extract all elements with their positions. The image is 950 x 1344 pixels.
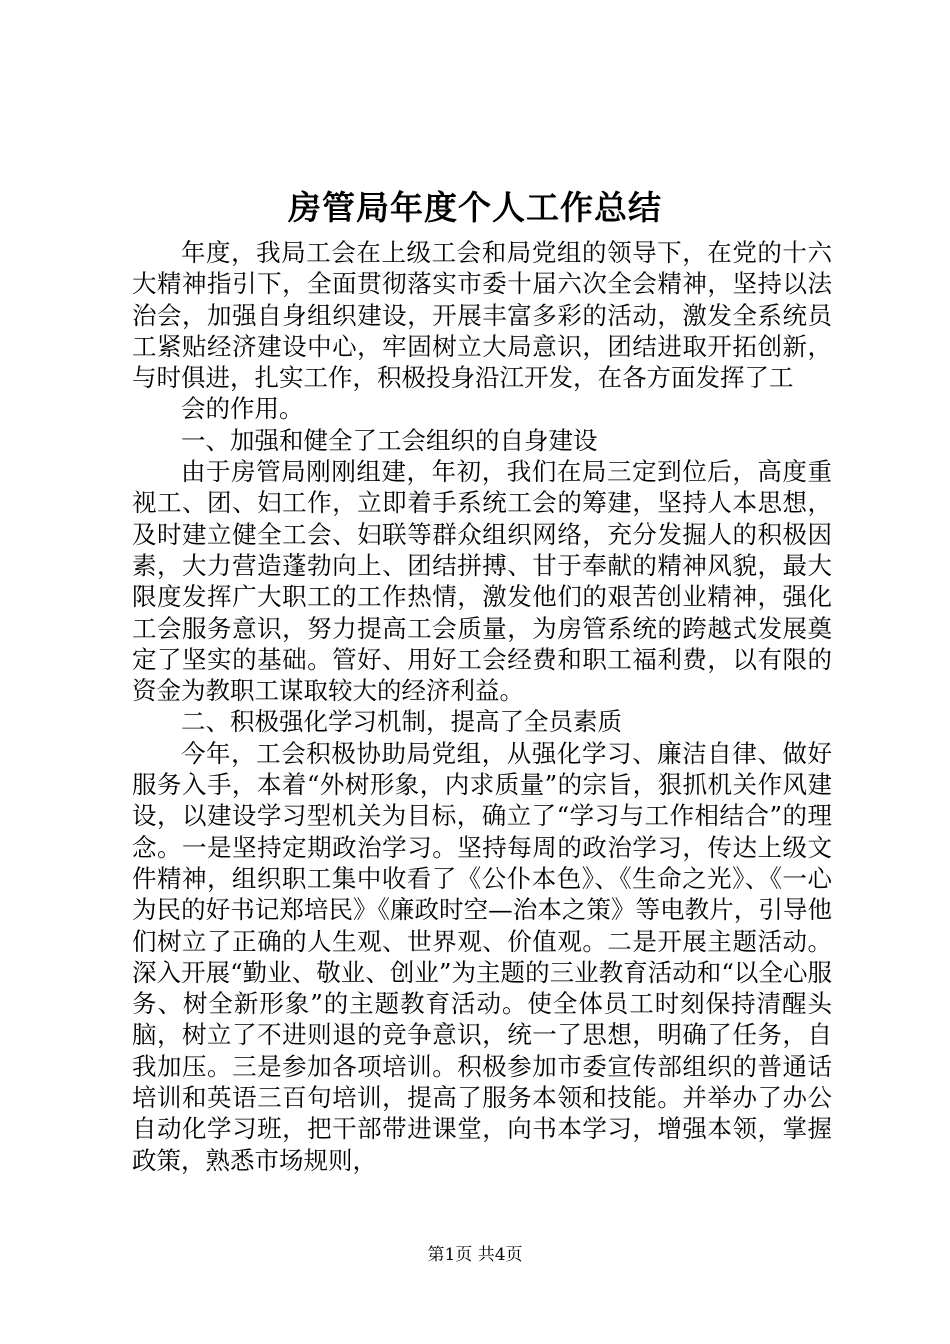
section-heading-2: 二、积极强化学习机制，提高了全员素质 bbox=[181, 707, 622, 737]
document-body bbox=[132, 237, 832, 1176]
paragraph-section-1: 由于房管局刚刚组建，年初，我们在局三定到位后，高度重视工、团、妇工作，立即着手系统工会的筹建，坚持人本思想，及时建立健全工会、妇联等群众组织网络，充分发掘人的积极因素，大力营造蓬勃向上、团结拼搏、甘于奉献的精神风貌，最大限度发挥广大职工的工作热情，激发他们的艰苦创业精神，强化工会服务意识，努力提高工会质量，为房管系统的跨越式发展奠定了坚实的基础。管好、用好工会经费和职工福利费，以有限的资金为教职工谋取较大的经济利益。 bbox=[132, 457, 832, 706]
document-title: 房管局年度个人工作总结 bbox=[288, 188, 662, 227]
paragraph-intro: 年度，我局工会在上级工会和局党组的领导下，在党的十六大精神指引下，全面贯彻落实市委十届六次全会精神，坚持以法治会，加强自身组织建设，开展丰富多彩的活动，激发全系统员工紧贴经济建设中心，牢固树立大局意识，团结进取开拓创新，与时俱进，扎实工作，积极投身沿江开发，在各方面发挥了工 bbox=[132, 238, 832, 393]
paragraph-intro-continued: 会的作用。 bbox=[181, 394, 304, 424]
page-number-footer: 第1页 共4页 bbox=[427, 1245, 523, 1265]
paragraph-section-2: 今年，工会积极协助局党组，从强化学习、廉洁自律、做好服务入手，本着“外树形象，内求质量”的宗旨，狠抓机关作风建设，以建设学习型机关为目标，确立了“学习与工作相结合”的理念。一是坚持定期政治学习。坚持每周的政治学习，传达上级文件精神，组织职工集中收看了《公仆本色》、《生命之光》、《一心为民的好书记郑培民》《廉政时空—治本之策》等电教片，引导他们树立了正确的人生观、世界观、价值观。二是开展主题活动。深入开展“勤业、敬业、创业”为主题的三业教育活动和“以全心服务、树全新形象”的主题教育活动。使全体员工时刻保持清醒头脑，树立了不进则退的竞争意识，统一了思想，明确了任务，自我加压。三是参加各项培训。积极参加市委宣传部组织的普通话培训和英语三百句培训，提高了服务本领和技能。并举办了办公自动化学习班，把干部带进课堂，向书本学习，增强本领，掌握政策，熟悉市场规则， bbox=[132, 738, 832, 1175]
section-heading-1: 一、加强和健全了工会组织的自身建设 bbox=[181, 425, 598, 455]
